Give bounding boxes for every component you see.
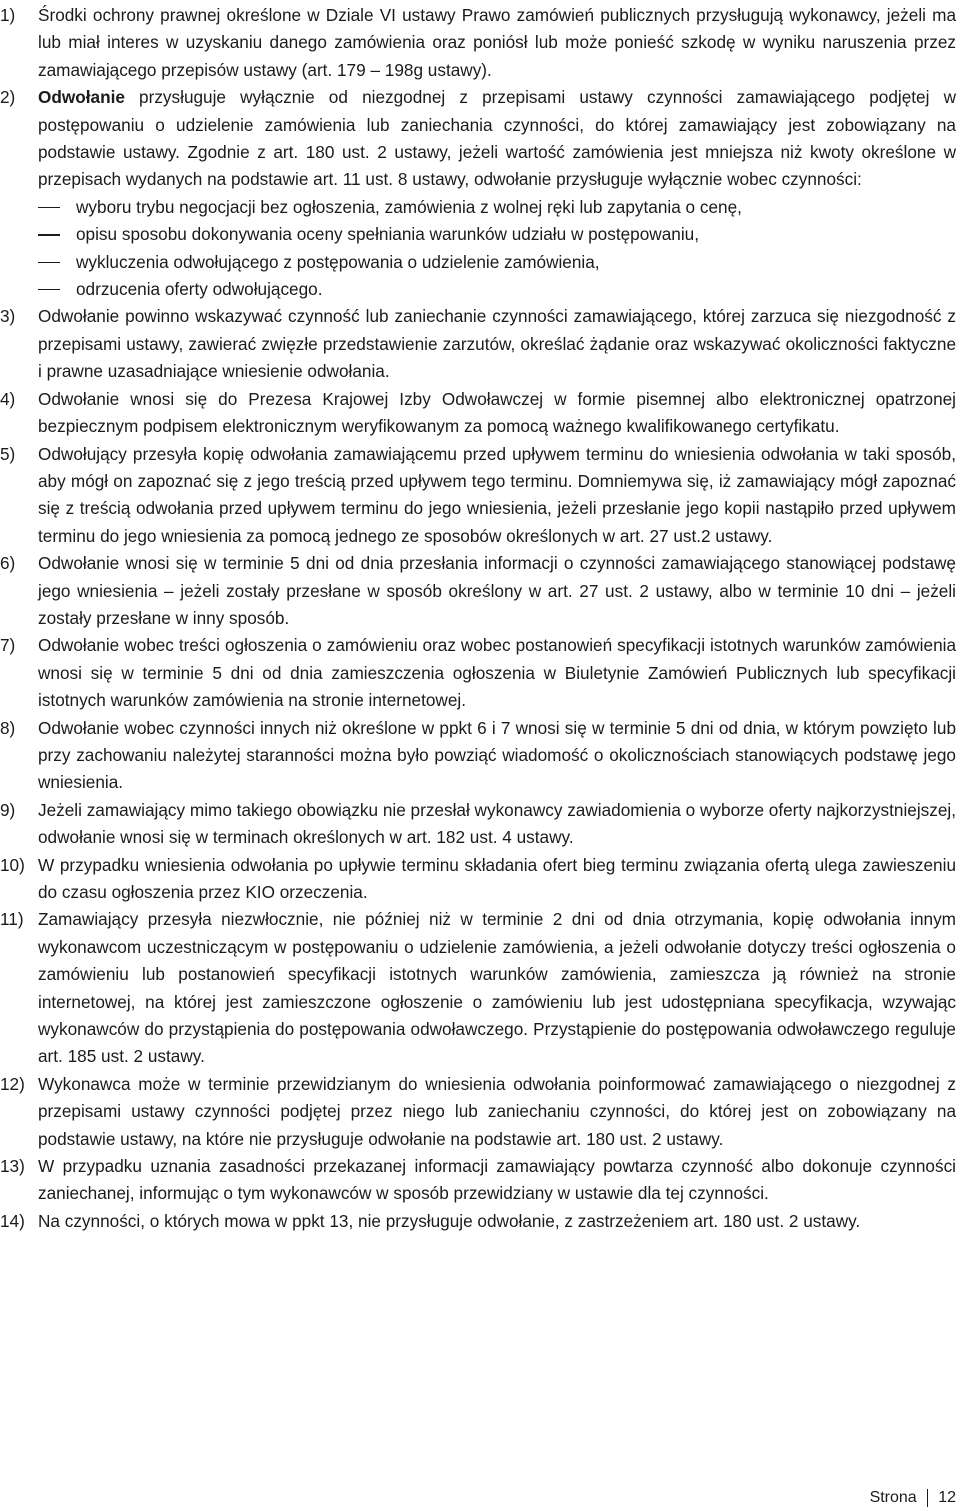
item-text: Odwołanie powinno wskazywać czynność lub zaniechanie czynności zamawiającego, której zarzuca się niezgodność z przepisami ustawy, zawierać zwięzłe przedstawienie zarzutów, określać żądanie oraz wskazywać okoliczności faktyczne i prawne uzasadniające wniesienie odwołania. <box>38 306 956 382</box>
numbered-list <box>0 2 960 1235</box>
item-number: 3) <box>0 306 16 327</box>
list-item <box>0 441 960 551</box>
item-number: 14) <box>0 1210 25 1231</box>
page-label: Strona <box>869 1489 917 1506</box>
sub-list-item <box>38 249 956 276</box>
list-item <box>0 1071 960 1153</box>
item-text: Odwołanie wobec treści ogłoszenia o zamówieniu oraz wobec postanowień specyfikacji istotnych warunków zamówienia wnosi się w terminie 5 dni od dnia zamieszczenia ogłoszenia w Biuletynie Zamówień Publicznych lub specyfikacji istotnych warunków zamówienia na stronie internetowej. <box>38 635 956 711</box>
item-text: Wykonawca może w terminie przewidzianym do wniesienia odwołania poinformować zamawiającego o niezgodnej z przepisami ustawy czynności podjętej przez niego lub zaniechaniu czynności, do której jest on zobowiązany na podstawie ustawy, na które nie przysługuje odwołanie na podstawie art. 180 ust. 2 ustawy. <box>38 1073 956 1149</box>
item-text: Na czynności, o których mowa w ppkt 13, nie przysługuje odwołanie, z zastrzeżeniem art. 180 ust. 2 ustawy. <box>38 1210 861 1231</box>
item-number: 9) <box>0 799 16 820</box>
list-item <box>0 386 960 441</box>
sub-item-text: opisu sposobu dokonywania oceny spełniania warunków udziału w postępowaniu, <box>76 224 699 245</box>
page-number: 12 <box>938 1489 956 1506</box>
list-item <box>0 906 960 1070</box>
item-text: Odwołanie wnosi się w terminie 5 dni od dnia przesłania informacji o czynności zamawiającego stanowiącej podstawę jego wniesienia – jeżeli zostały przesłane w sposób określony w art. 27 ust. 2 ustawy, albo w terminie 10 dni – jeżeli zostały przesłane w inny sposób. <box>38 553 956 628</box>
item-number: 10) <box>0 854 25 875</box>
item-text: Środki ochrony prawnej określone w Dziale VI ustawy Prawo zamówień publicznych przysługują wykonawcy, jeżeli ma lub miał interes w uzyskaniu danego zamówienia oraz poniósł lub może ponieść szkodę w wyniku naruszenia przez zamawiającego przepisów ustawy (art. 179 – 198g ustawy). <box>38 5 956 80</box>
list-item <box>0 2 960 84</box>
list-item <box>0 1208 960 1235</box>
sub-list-item <box>38 194 956 221</box>
list-item <box>0 852 960 907</box>
item-number: 12) <box>0 1073 25 1094</box>
item-number: 7) <box>0 635 16 656</box>
item-number: 13) <box>0 1156 25 1177</box>
item-text: przysługuje wyłącznie od niezgodnej z przepisami ustawy czynności zamawiającego podjętej w postępowaniu o udzielenie zamówienia lub zaniechania czynności, do której zamawiający jest zobowiązany na podstawie ustawy. Zgodnie z art. 180 ust. 2 ustawy, jeżeli wartość zamówienia jest mniejsza niż kwoty określone w przepisach wydanych na podstawie art. 11 ust. 8 ustawy, odwołanie przysługuje wyłącznie wobec czynności: <box>38 87 956 190</box>
dash-bullet-icon <box>38 289 60 290</box>
item-keyword: Odwołanie <box>38 87 125 108</box>
sub-item-text: odrzucenia oferty odwołującego. <box>76 279 323 300</box>
sub-item-text: wyboru trybu negocjacji bez ogłoszenia, zamówienia z wolnej ręki lub zapytania o cenę, <box>76 196 742 217</box>
item-number: 11) <box>0 909 24 930</box>
item-text: Jeżeli zamawiający mimo takiego obowiązku nie przesłał wykonawcy zawiadomienia o wyborze oferty najkorzystniejszej, odwołanie wnosi się w terminach określonych w art. 182 ust. 4 ustawy. <box>38 799 957 848</box>
item-number: 6) <box>0 553 16 574</box>
sub-list-item <box>38 221 956 248</box>
list-item <box>0 84 960 303</box>
list-item <box>0 632 960 714</box>
item-number: 4) <box>0 388 16 409</box>
dash-bullet-icon <box>38 262 60 263</box>
item-number: 8) <box>0 717 16 738</box>
item-text: Odwołujący przesyła kopię odwołania zamawiającemu przed upływem terminu do wniesienia odwołania w taki sposób, aby mógł on zapoznać się z jego treścią przed upływem tego terminu. Domniemywa się, iż zamawiający mógł zapoznać się z treścią odwołania przed upływem terminu do jego wniesienia, jeżeli przesłanie jego kopii nastąpiło przed upływem terminu do jego wniesienia za pomocą jednego ze sposobów określonych w art. 27 ust.2 ustawy. <box>38 443 956 546</box>
item-text: Odwołanie wnosi się do Prezesa Krajowej Izby Odwoławczej w formie pisemnej albo elektronicznej opatrzonej bezpiecznym podpisem elektronicznym weryfikowanym za pomocą ważnego kwalifikowanego certyfikatu. <box>38 388 956 437</box>
item-text: W przypadku uznania zasadności przekazanej informacji zamawiający powtarza czynność albo dokonuje czynności zaniechanej, informując o tym wykonawców w sposób przewidziany w ustawie dla tej czynności. <box>38 1156 956 1204</box>
sub-item-text: wykluczenia odwołującego z postępowania o udzielenie zamówienia, <box>76 251 600 272</box>
item-text: W przypadku wniesienia odwołania po upływie terminu składania ofert bieg terminu związania ofertą ulega zawieszeniu do czasu ogłoszenia przez KIO orzeczenia. <box>38 854 956 902</box>
item-text: Odwołanie wobec czynności innych niż określone w ppkt 6 i 7 wnosi się w terminie 5 dni od dnia, w którym powzięto lub przy zachowaniu należytej staranności można było powziąć wiadomość o okolicznościach stanowiących podstawę jego wniesienia. <box>38 717 956 793</box>
list-item <box>0 715 960 797</box>
list-item <box>0 797 960 852</box>
item-number: 1) <box>0 5 16 25</box>
item-text: Zamawiający przesyła niezwłocznie, nie później niż w terminie 2 dni od dnia otrzymania, kopię odwołania innym wykonawcom uczestniczącym w postępowaniu o udzielenie zamówienia, a jeżeli odwołanie dotyczy treści ogłoszenia o zamówieniu lub postanowień specyfikacji istotnych warunków zamówienia, zamieszcza ją również na stronie internetowej, na której jest zamieszczone ogłoszenie o zamówieniu lub jest udostępniana specyfikacja, wzywając wykonawców do przystąpienia do postępowania odwoławczego. Przystąpienie do postępowania odwoławczego reguluje art. 185 ust. 2 ustawy. <box>38 909 956 1067</box>
dash-bullet-icon <box>38 234 60 235</box>
sub-list-item <box>38 276 956 303</box>
list-item <box>0 1153 960 1208</box>
list-item <box>0 303 960 385</box>
item-number: 5) <box>0 443 16 464</box>
item-number: 2) <box>0 87 16 108</box>
sub-list <box>38 194 956 304</box>
footer-divider <box>927 1489 929 1507</box>
list-item <box>0 550 960 632</box>
page-footer <box>870 1488 956 1508</box>
dash-bullet-icon <box>38 207 60 208</box>
